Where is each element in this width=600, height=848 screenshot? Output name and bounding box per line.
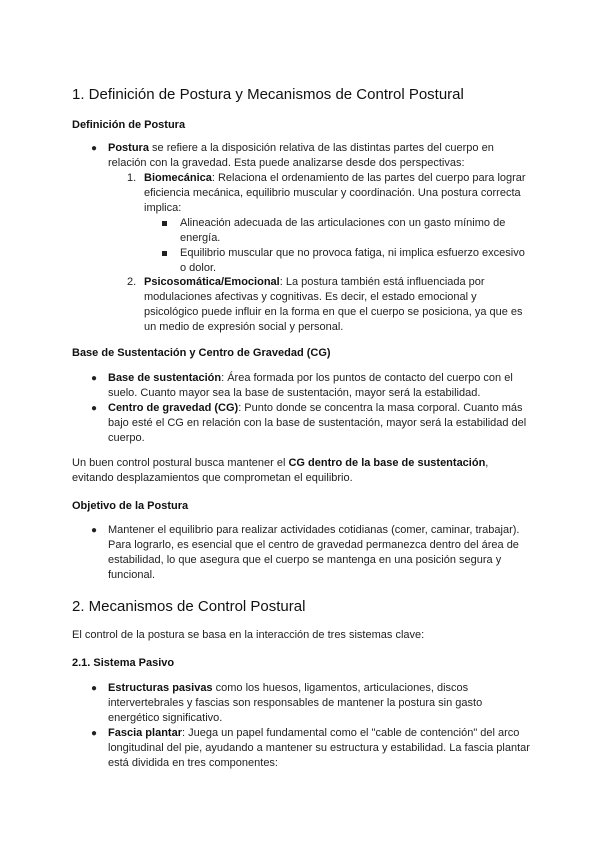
base-paragraph <box>72 456 532 486</box>
section-2-intro: El control de la postura se basa en la interacción de tres sistemas clave: <box>72 629 425 641</box>
term: Centro de gravedad (CG) <box>108 402 239 414</box>
item-text: : Juega un papel fundamental como el "cable de contención" del arco longitudinal del pie, ayudando a mantener su estructura y estabilidad. La fascia plantar está dividida en tres componentes: <box>108 727 530 769</box>
list-item <box>180 246 532 276</box>
base-list <box>91 371 532 446</box>
list-item <box>91 371 532 401</box>
item-text: : La postura también está influenciada por modulaciones afectivas y cognitivas. Es decir, el estado emocional y psicológico puede influir en la forma en que el cuerpo se posiciona, ya que es un medio de expresión social y personal. <box>144 276 523 333</box>
item-text: : Punto donde se concentra la masa corporal. Cuanto más bajo esté el CG en relación con la base de sustentación, mayor será la estabilidad del cuerpo. <box>108 402 527 444</box>
term: Estructuras pasivas <box>108 682 213 694</box>
para-bold: CG dentro de la base de sustentación <box>288 457 486 469</box>
term: Psicosomática/Emocional <box>144 276 280 288</box>
perspectives-list-2 <box>127 275 532 335</box>
item-text: Equilibrio muscular que no provoca fatiga, ni implica esfuerzo excesivo o dolor. <box>180 247 525 274</box>
base-heading: Base de Sustentación y Centro de Gravedad (CG) <box>72 347 331 359</box>
passive-list <box>91 681 532 771</box>
list-item <box>91 726 532 771</box>
list-item <box>127 275 532 335</box>
term: Fascia plantar <box>108 727 182 739</box>
bullet-icon: ● <box>91 683 98 694</box>
section-1-title: 1. Definición de Postura y Mecanismos de Control Postural <box>72 86 464 103</box>
square-bullet-icon <box>162 221 167 226</box>
item-text: como los huesos, ligamentos, articulaciones, discos intervertebrales y fascias son responsables de mantener la postura sin gasto energético significativo. <box>108 682 483 724</box>
para-text: , evitando desplazamientos que comprometan el equilibrio. <box>72 457 489 484</box>
definition-heading: Definición de Postura <box>72 119 186 131</box>
list-item <box>91 401 532 446</box>
item-text: Alineación adecuada de las articulaciones con un gasto mínimo de energía. <box>180 217 506 244</box>
list-item <box>180 216 532 246</box>
term: Biomecánica <box>144 172 212 184</box>
para-text: Un buen control postural busca mantener el <box>72 457 289 469</box>
list-item <box>91 523 532 583</box>
definition-list <box>91 141 532 171</box>
bullet-icon: ● <box>91 403 98 414</box>
item-text: : Área formada por los puntos de contacto del cuerpo con el suelo. Cuanto mayor sea la base de sustentación, mayor será la estabilidad. <box>108 372 513 399</box>
square-bullet-icon <box>162 251 167 256</box>
bullet-icon: ● <box>91 525 98 536</box>
term: Base de sustentación <box>108 372 222 384</box>
passive-system-heading: 2.1. Sistema Pasivo <box>72 657 175 669</box>
bullet-icon: ● <box>91 728 98 739</box>
item-text: : Relaciona el ordenamiento de las partes del cuerpo para lograr eficiencia mecánica, equilibrio muscular y coordinación. Una postura correcta implica: <box>144 172 526 214</box>
item-text: se refiere a la disposición relativa de las distintas partes del cuerpo en relación con la gravedad. Esta puede analizarse desde dos perspectivas: <box>108 142 494 169</box>
objective-heading: Objetivo de la Postura <box>72 500 189 512</box>
perspectives-list <box>127 171 532 216</box>
bullet-icon: ● <box>91 373 98 384</box>
list-item <box>127 171 532 216</box>
term: Postura <box>108 142 149 154</box>
item-number: 2. <box>127 276 137 288</box>
item-text: Mantener el equilibrio para realizar actividades cotidianas (comer, caminar, trabajar). Para lograrlo, es esencial que el centro de gravedad permanezca dentro del área de estabilidad, lo que asegura que el cuerpo se mantenga en una posición segura y funcional. <box>108 524 520 581</box>
objective-list <box>91 523 532 583</box>
bullet-icon: ● <box>91 143 98 154</box>
section-2-title: 2. Mecanismos de Control Postural <box>72 598 306 615</box>
criteria-list <box>180 216 532 276</box>
list-item <box>91 141 532 171</box>
item-number: 1. <box>127 172 137 184</box>
list-item <box>91 681 532 726</box>
